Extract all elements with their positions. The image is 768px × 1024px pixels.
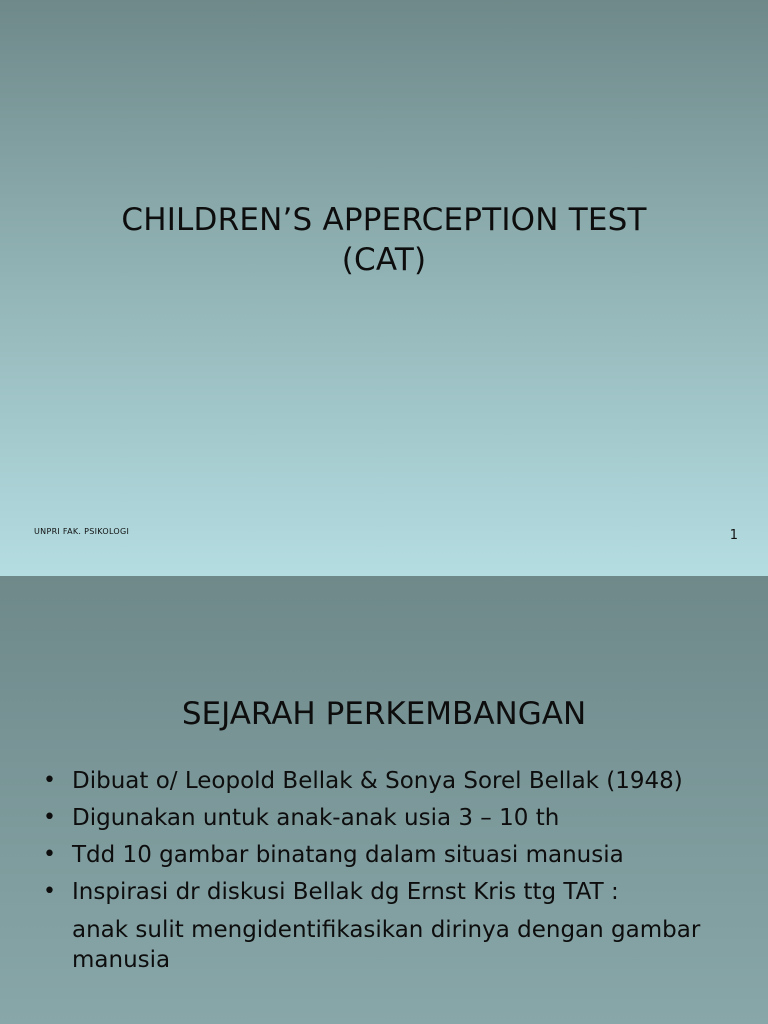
slide-2-title: SEJARAH PERKEMBANGAN — [181, 696, 587, 732]
bullet-continuation-text: anak sulit mengidentifikasikan dirinya dengan gambar manusia — [72, 917, 701, 973]
bullet-dot-icon: • — [43, 842, 56, 867]
bullet-dot-icon: • — [43, 805, 56, 830]
slide-1-footer: UNPRI FAK. PSIKOLOGI — [34, 527, 130, 536]
bullet-text: Digunakan untuk anak-anak usia 3 – 10 th — [72, 805, 560, 831]
bullet-item — [0, 840, 768, 870]
bullet-text: Inspirasi dr diskusi Bellak dg Ernst Kris ttg TAT : — [72, 879, 619, 905]
slide-1-number: 1 — [729, 528, 738, 543]
bullet-text: Dibuat o/ Leopold Bellak & Sonya Sorel Bellak (1948) — [72, 768, 683, 794]
bullet-item — [0, 766, 768, 796]
bullet-dot-icon: • — [43, 879, 56, 904]
bullet-item — [0, 803, 768, 833]
slide-1-title — [0, 200, 768, 280]
slide-1-title-line-1: CHILDREN’S APPERCEPTION TEST — [121, 202, 647, 238]
bullet-list — [0, 766, 768, 982]
bullet-text: Tdd 10 gambar binatang dalam situasi manusia — [72, 842, 624, 868]
bullet-item — [0, 877, 768, 975]
slide-1-title-line-2: (CAT) — [341, 242, 427, 278]
slide-2 — [0, 576, 768, 1024]
bullet-dot-icon: • — [43, 768, 56, 793]
